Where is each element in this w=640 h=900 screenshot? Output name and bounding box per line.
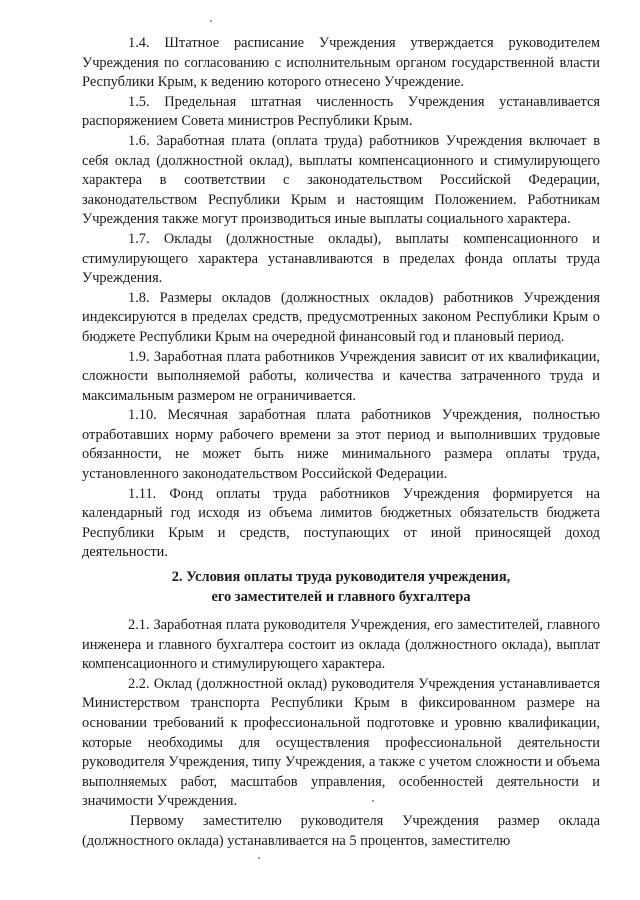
paragraph-first-deputy: Первому заместителю руководителя Учреждения размер оклада (должностного оклада) устанавливается на 5 процентов, заместителю: [82, 812, 600, 849]
paragraph-1-4: 1.4. Штатное расписание Учреждения утверждается руководителем Учреждения по согласованию с исполнительным органом государственной власти Республики Крым, к ведению которого отнесено Учреждение.: [82, 35, 600, 91]
paragraph-1-9: 1.9. Заработная плата работников Учреждения зависит от их квалификации, сложности выполняемой работы, количества и качества затраченного труда и максимальным размером не ограничивается.: [82, 348, 600, 404]
scan-speck: [258, 857, 260, 859]
section-2-heading: [82, 568, 600, 607]
paragraph-2-1: 2.1. Заработная плата руководителя Учреждения, его заместителей, главного инженера и главного бухгалтера состоит из оклада (должностного оклада), выплат компенсационного и стимулирующего характера.: [82, 617, 600, 673]
paragraph-1-7: 1.7. Оклады (должностные оклады), выплаты компенсационного и стимулирующего характера устанавливаются в пределах фонда оплаты труда Учреждения.: [82, 230, 600, 287]
paragraph-1-10: 1.10. Месячная заработная плата работников Учреждения, полностью отработавших норму рабочего времени за этот период и выполнивших трудовые обязанности, не может быть ниже минимального размера оплаты труда, установленного законодательством Российской Федерации.: [82, 407, 600, 483]
section-2-heading-line-1: 2. Условия оплаты труда руководителя учреждения,: [171, 569, 511, 585]
paragraph-1-5: 1.5. Предельная штатная численность Учреждения устанавливается распоряжением Совета министров Республики Крым.: [82, 93, 600, 130]
section-2-body: [82, 616, 600, 851]
paragraph-2-2: 2.2. Оклад (должностной оклад) руководителя Учреждения устанавливается Министерством транспорта Республики Крым в фиксированном размере на основании требований к профессиональной подготовке и уровню квалификации, которые необходимы для осуществления профессиональной деятельности руководителя Учреждения, типу Учреждения, а также с учетом сложности и объема выполняемых работ, масштабов управления, особенностей деятельности и значимости Учреждения.: [82, 675, 600, 810]
scan-speck: [372, 800, 374, 802]
section-1-body: [82, 34, 600, 563]
section-2-heading-line-2: его заместителей и главного бухгалтера: [211, 588, 471, 605]
paragraph-1-6: 1.6. Заработная плата (оплата труда) работников Учреждения включает в себя оклад (должностной оклад), выплаты компенсационного и стимулирующего характера в соответствии с законодательством Российской Федерации, законодательством Республики Крым и настоящим Положением. Работникам Учреждения также могут производиться иные выплаты социального характера.: [82, 132, 600, 228]
paragraph-1-11: 1.11. Фонд оплаты труда работников Учреждения формируется на календарный год исходя из объема лимитов бюджетных обязательств бюджета Республики Крым и средств, поступающих от иной приносящей доход деятельности.: [82, 485, 600, 561]
scan-speck: [210, 20, 212, 22]
paragraph-1-8: 1.8. Размеры окладов (должностных окладов) работников Учреждения индексируются в пределах средств, предусмотренных законом Республики Крым о бюджете Республики Крым на очередной финансовый год и плановый период.: [82, 289, 600, 345]
